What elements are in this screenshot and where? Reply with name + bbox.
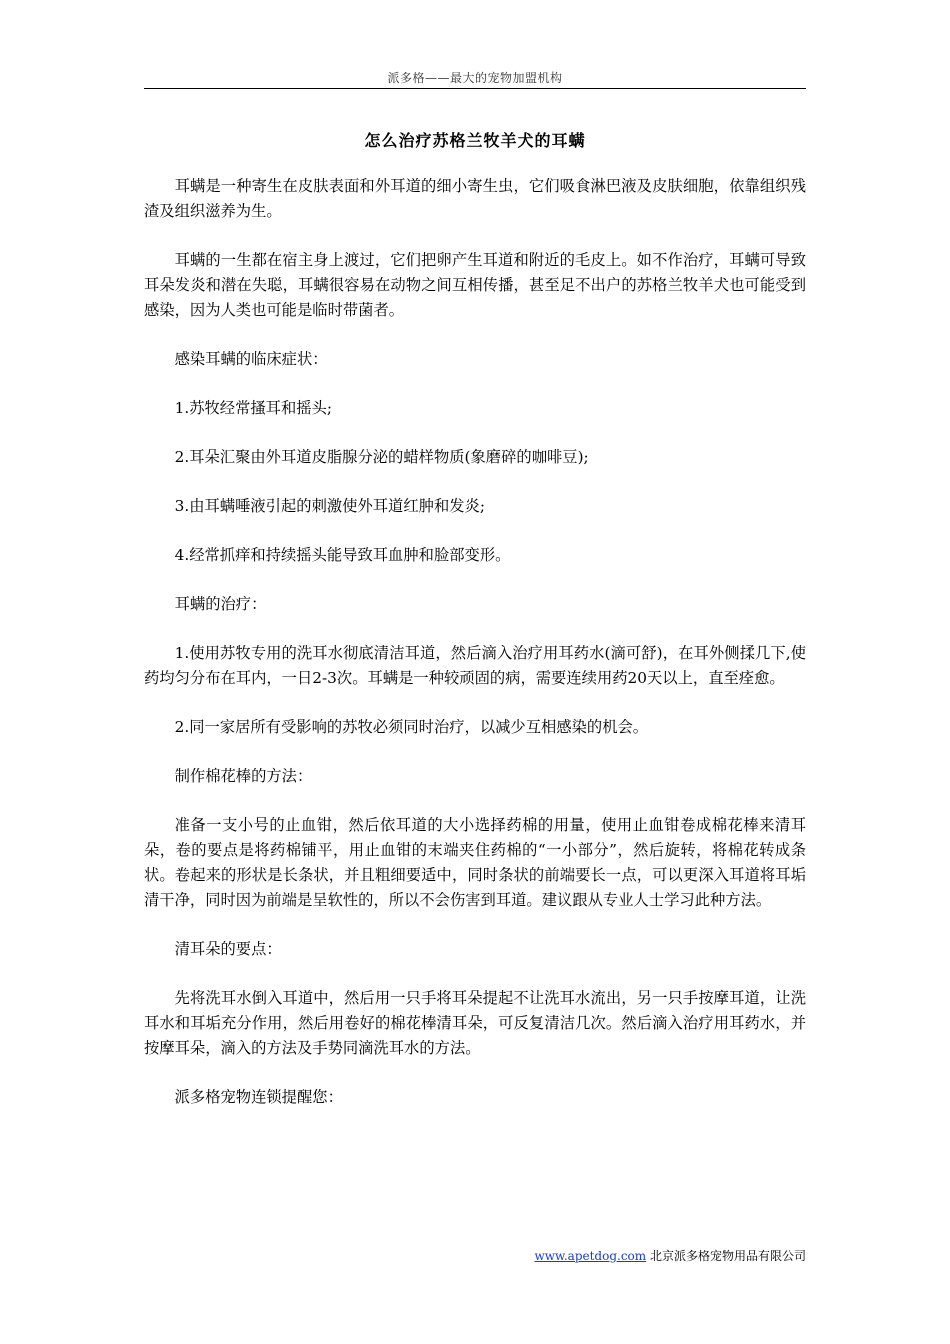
paragraph-intro: 耳螨是一种寄生在皮肤表面和外耳道的细小寄生虫，它们吸食淋巴液及皮肤细胞，依靠组织残渣及组织滋养为生。 xyxy=(144,177,806,220)
document-body xyxy=(144,174,806,1134)
paragraph-swab-method: 准备一支小号的止血钳，然后依耳道的大小选择药棉的用量，使用止血钳卷成棉花棒来清耳朵，卷的要点是将药棉铺平，用止血钳的末端夹住药棉的“一小部分”，然后旋转，将棉花转成条状。卷起来的形状是长条状，并且粗细要适中，同时条状的前端要长一点，可以更深入耳道将耳垢清干净，同时因为前端是呈软性的，所以不会伤害到耳道。建议跟从专业人士学习此种方法。 xyxy=(144,816,806,909)
paragraph-symptom-4: 4.经常抓痒和持续摇头能导致耳血肿和脸部变形。 xyxy=(174,546,511,564)
page-footer xyxy=(144,1247,806,1264)
paragraph-cleaning-method: 先将洗耳水倒入耳道中，然后用一只手将耳朵提起不让洗耳水流出，另一只手按摩耳道，让洗耳水和耳垢充分作用，然后用卷好的棉花棒清耳朵，可反复清洁几次。然后滴入治疗用耳药水，并按摩耳朵，滴入的方法及手势同滴洗耳水的方法。 xyxy=(144,989,806,1057)
paragraph-lifecycle: 耳螨的一生都在宿主身上渡过，它们把卵产生耳道和附近的毛皮上。如不作治疗，耳螨可导致耳朵发炎和潜在失聪，耳螨很容易在动物之间互相传播，甚至足不出户的苏格兰牧羊犬也可能受到感染，因为人类也可能是临时带菌者。 xyxy=(144,251,806,319)
paragraph-treatment-2: 2.同一家居所有受影响的苏牧必须同时治疗，以减少互相感染的机会。 xyxy=(174,718,649,736)
header-divider xyxy=(144,88,806,89)
website-link[interactable]: www.apetdog.com xyxy=(534,1249,647,1263)
document-title: 怎么治疗苏格兰牧羊犬的耳螨 xyxy=(364,131,586,150)
company-name: 北京派多格宠物用品有限公司 xyxy=(646,1249,806,1263)
paragraph-swab-heading: 制作棉花棒的方法： xyxy=(174,767,313,785)
running-header: 派多格——最大的宠物加盟机构 xyxy=(387,71,563,85)
paragraph-symptom-1: 1.苏牧经常搔耳和摇头; xyxy=(174,399,333,417)
paragraph-treatment-1: 1.使用苏牧专用的洗耳水彻底清洁耳道，然后滴入治疗用耳药水(滴可舒)，在耳外侧揉几下,使药均匀分布在耳内，一日2-3次。耳螨是一种较顽固的病，需要连续用药20天以上，直至痊愈。 xyxy=(144,644,806,687)
paragraph-cleaning-heading: 清耳朵的要点： xyxy=(174,940,282,958)
paragraph-reminder: 派多格宠物连锁提醒您： xyxy=(174,1088,343,1106)
paragraph-symptom-2: 2.耳朵汇聚由外耳道皮脂腺分泌的蜡样物质(象磨碎的咖啡豆); xyxy=(174,448,589,466)
paragraph-symptom-3: 3.由耳螨唾液引起的刺激使外耳道红肿和发炎; xyxy=(174,497,485,515)
paragraph-symptoms-heading: 感染耳螨的临床症状： xyxy=(174,350,328,368)
paragraph-treatment-heading: 耳螨的治疗： xyxy=(174,595,267,613)
